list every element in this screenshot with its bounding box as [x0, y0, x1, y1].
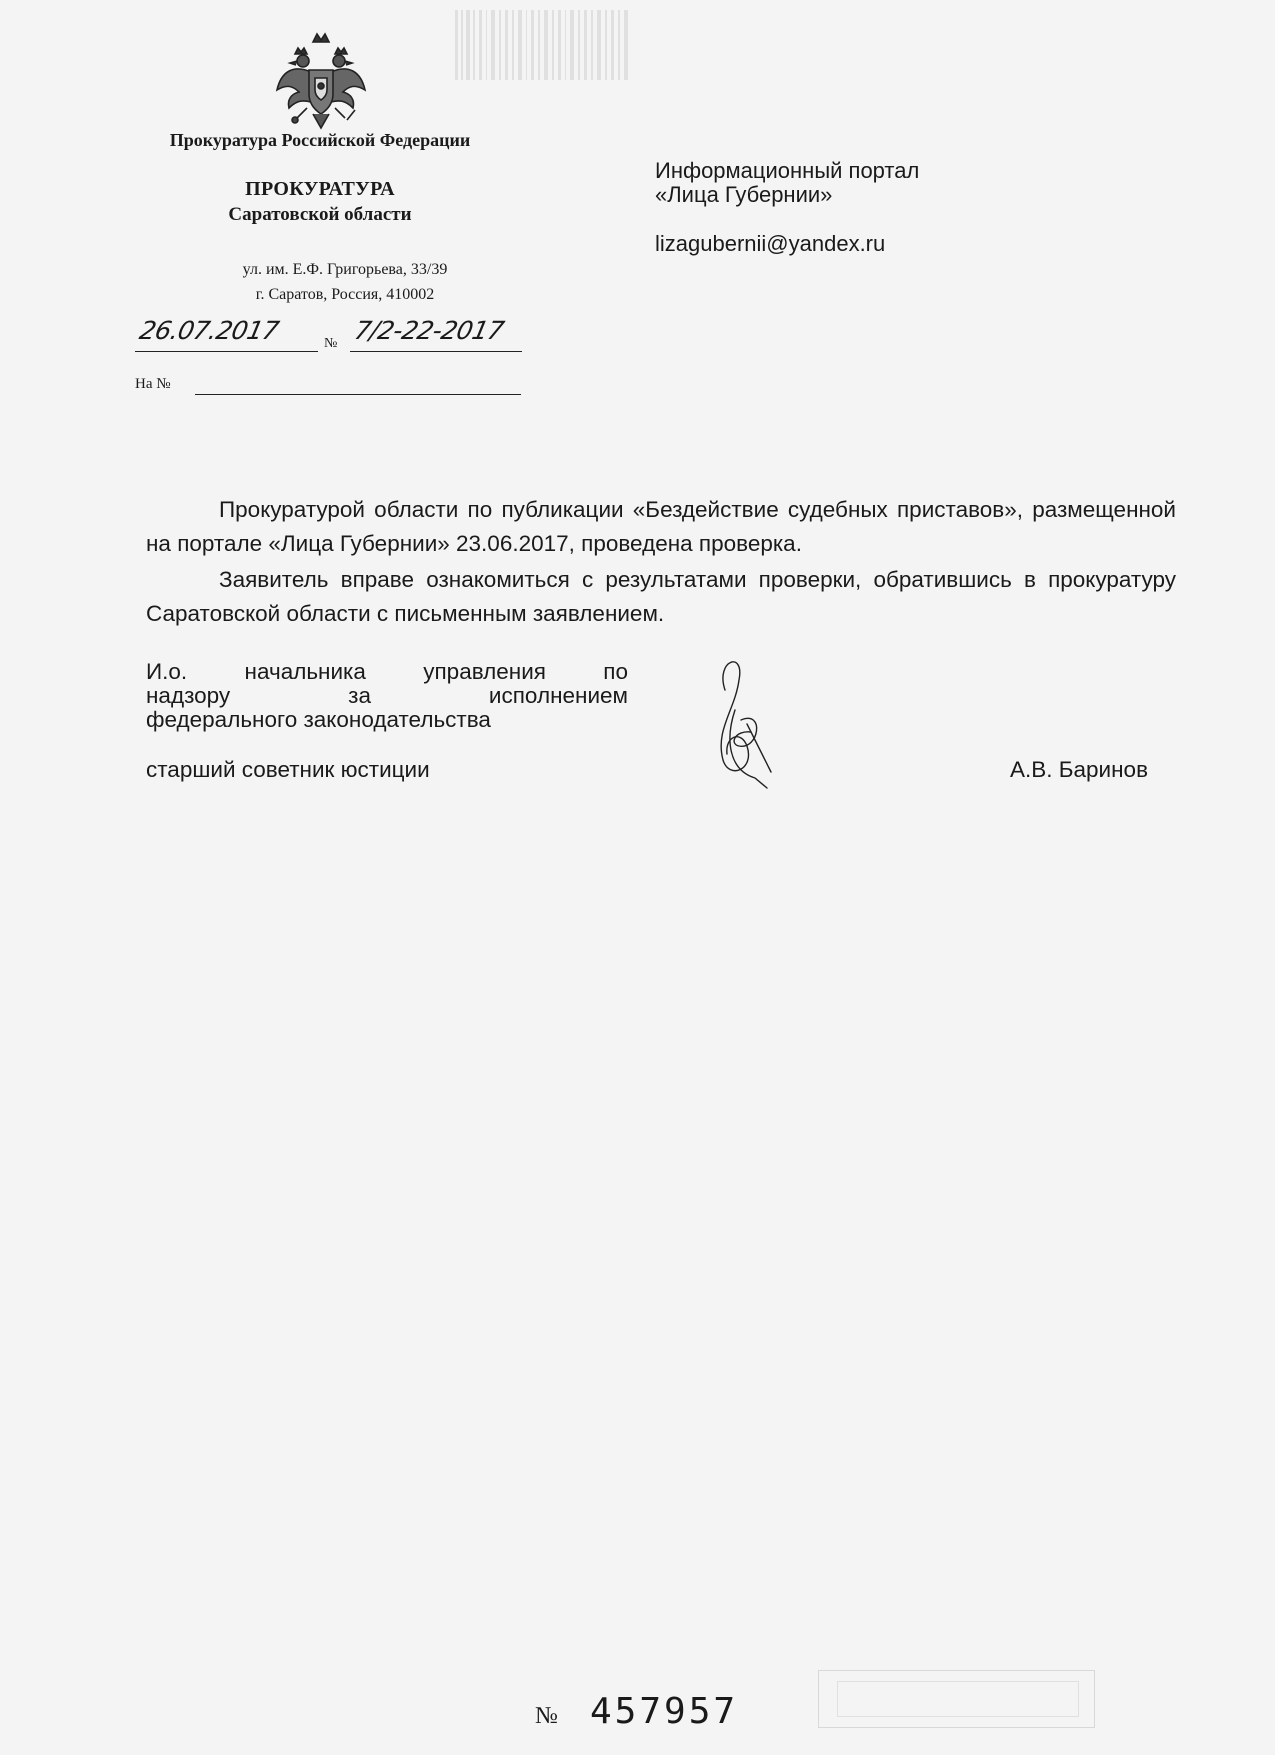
signer-name: А.В. Баринов — [1010, 757, 1149, 782]
serial-number-label: № — [535, 1703, 558, 1729]
body-paragraph-2: Заявитель вправе ознакомиться с результатами проверки, обратившись в прокуратуру Саратовской области с письменным заявлением. — [146, 567, 1176, 626]
organization-name: Прокуратура Российской Федерации — [169, 130, 471, 150]
faint-stamp-inner-box — [837, 1681, 1079, 1717]
signer-position — [146, 660, 628, 732]
recipient-email: lizagubernii@yandex.ru — [655, 231, 886, 256]
body-paragraph-1: Прокуратурой области по публикации «Бездействие судебных приставов», размещенной на портале «Лица Губернии» 23.06.2017, проведена проверка. — [146, 497, 1176, 556]
double-headed-eagle-emblem-icon — [273, 28, 369, 132]
address-line-2: г. Саратов, Россия, 410002 — [255, 286, 435, 303]
signer-position-line-3: федерального законодательства — [146, 707, 491, 732]
office-name: ПРОКУРАТУРА — [245, 178, 395, 200]
recipient-line-1: Информационный портал — [655, 158, 920, 183]
recipient-line-2: «Лица Губернии» — [655, 182, 833, 207]
handwritten-outgoing-number: 7/2-22-2017 — [351, 316, 507, 345]
office-region: Саратовской области — [228, 204, 412, 225]
number-label: № — [324, 336, 338, 351]
handwritten-date: 26.07.2017 — [136, 316, 282, 345]
signer-position-line-1: И.о. начальника управления по — [146, 659, 628, 684]
signer-rank: старший советник юстиции — [146, 757, 430, 782]
faint-stamp — [818, 1670, 1095, 1728]
barcode-artifact — [455, 10, 630, 80]
handwritten-signature-icon — [695, 650, 795, 790]
serial-number: 457957 — [590, 1691, 739, 1732]
address-line-1: ул. им. Е.Ф. Григорьева, 33/39 — [242, 261, 448, 278]
signer-position-line-2: надзору за исполнением — [146, 683, 628, 708]
reply-to-underline — [195, 368, 521, 395]
reply-to-label: На № — [135, 376, 171, 392]
